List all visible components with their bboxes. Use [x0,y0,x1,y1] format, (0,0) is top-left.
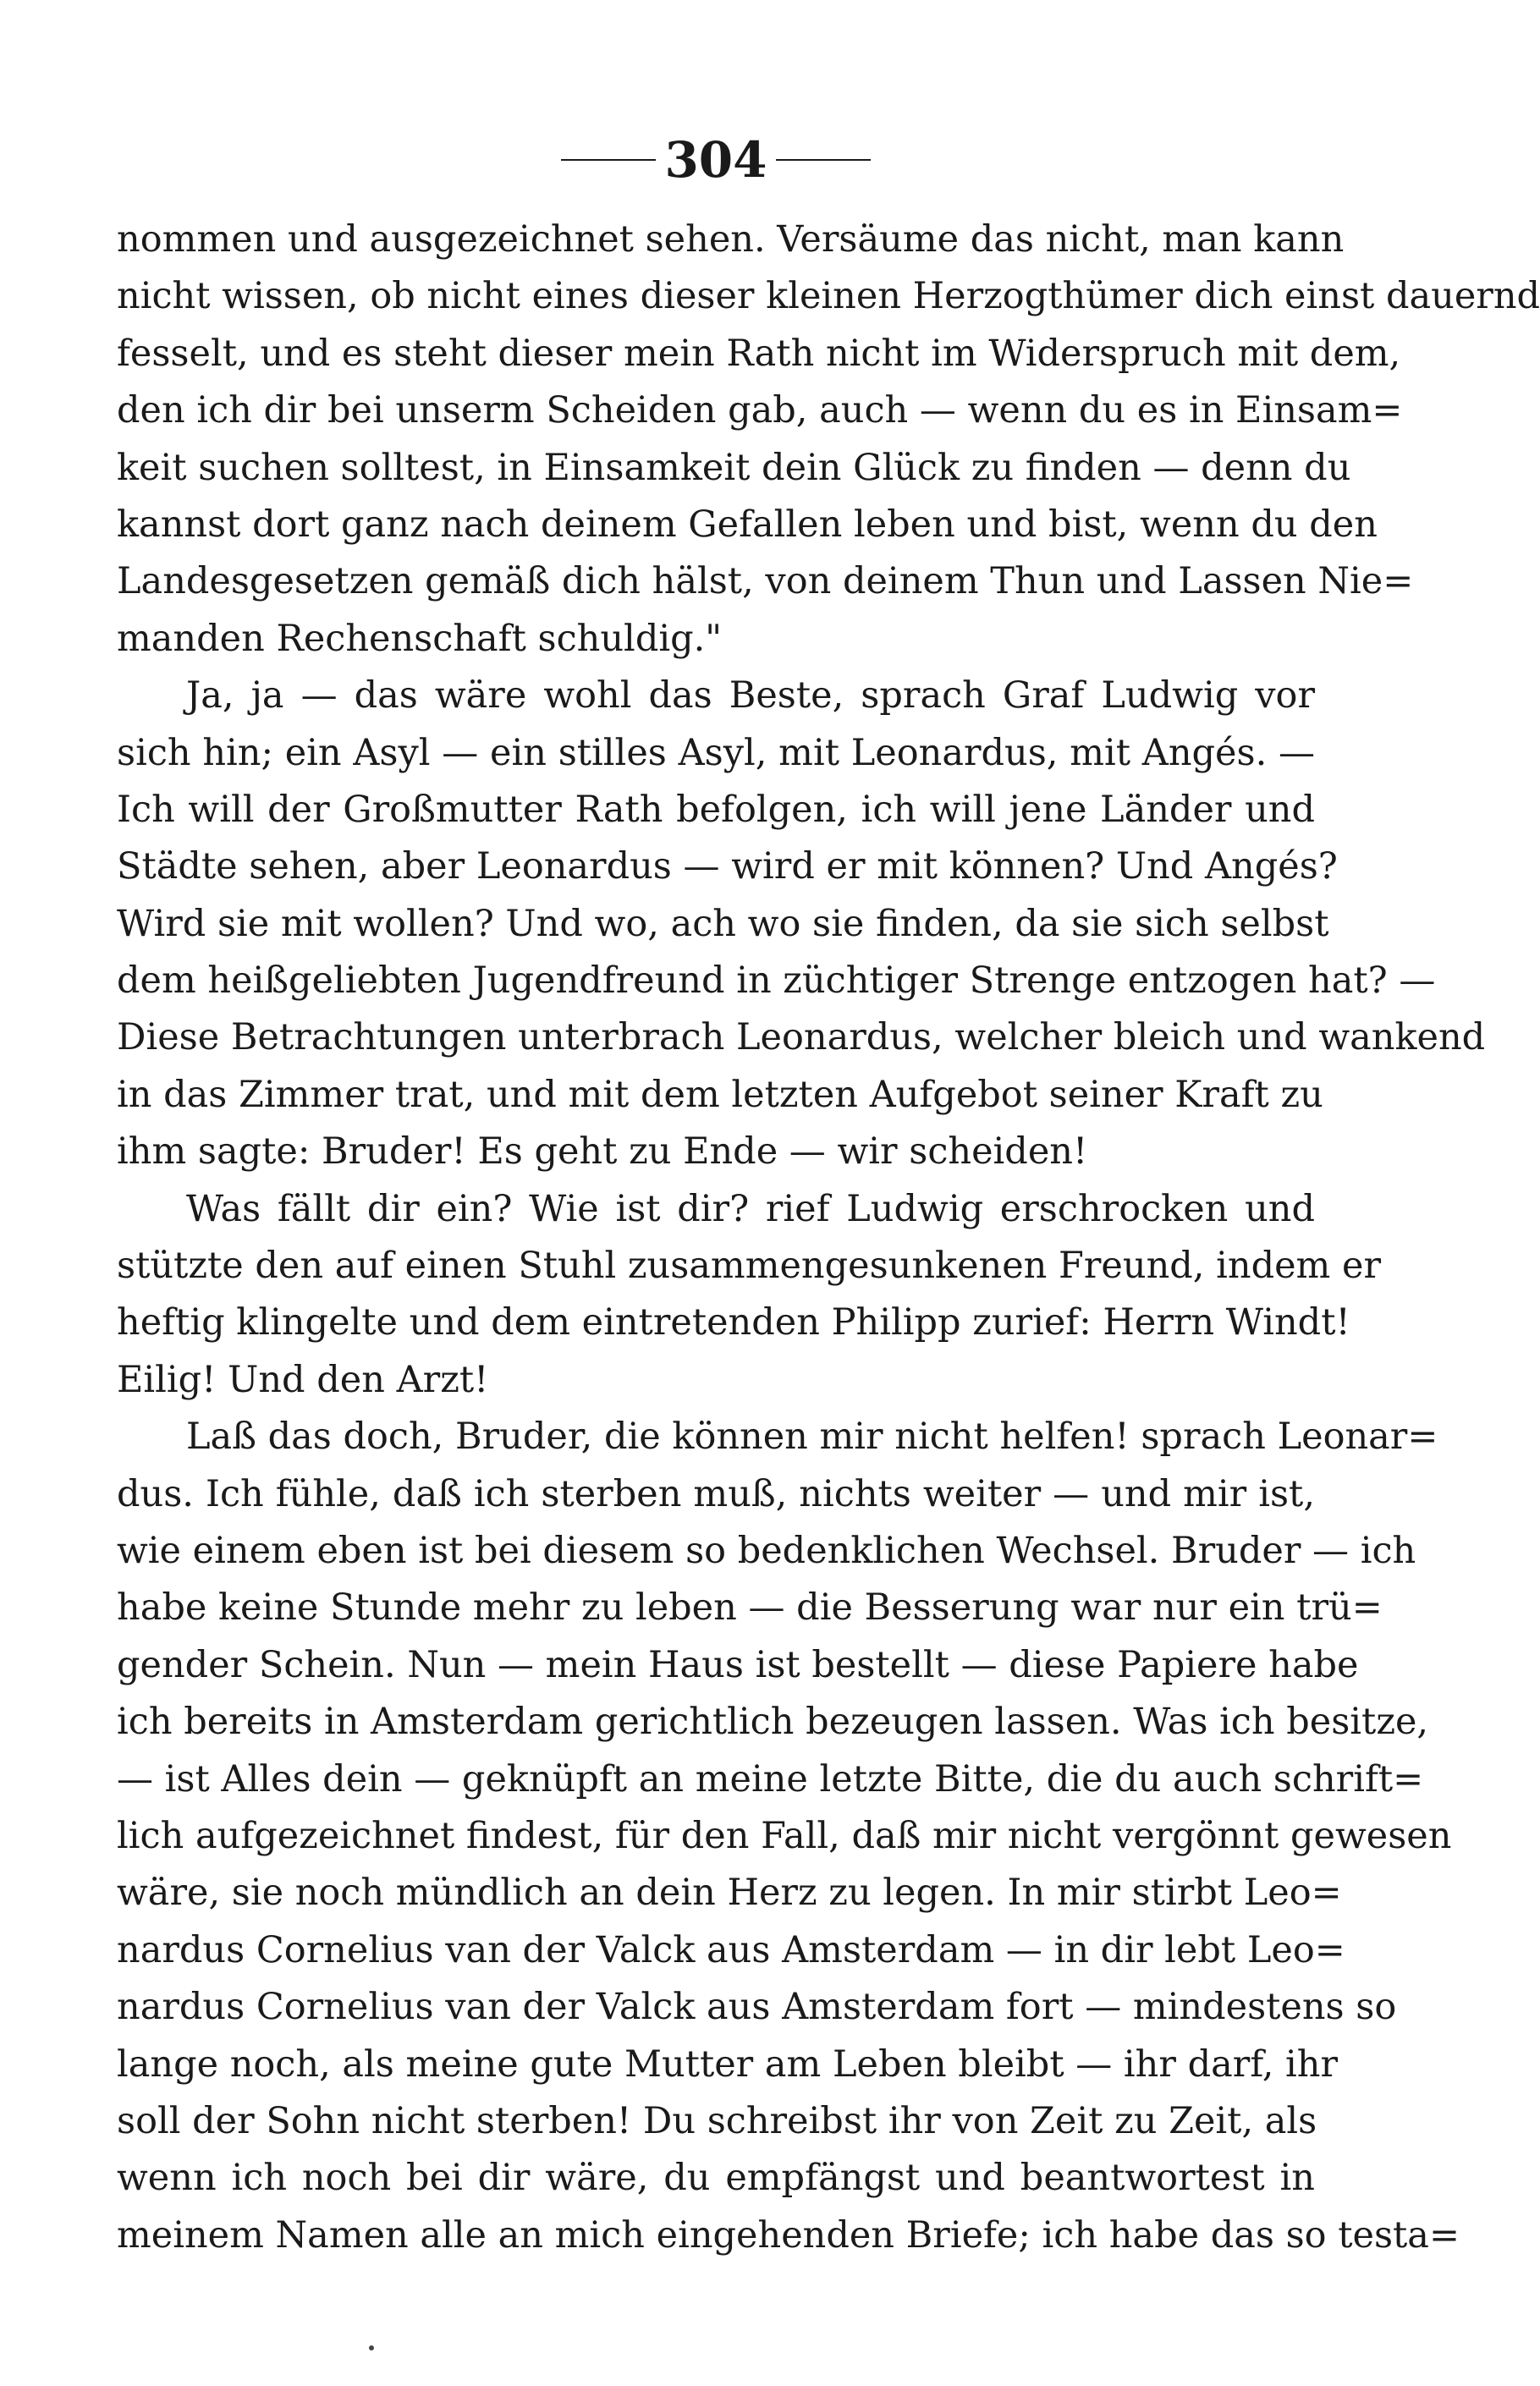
text-line: den ich dir bei unserm Scheiden gab, auch — wenn du es in Einsam= [117,389,1403,432]
text-line: Ja, ja — das wäre wohl das Beste, sprach Graf Ludwig vor [186,674,1315,717]
text-line: heftig klingelte und dem eintretenden Philipp zurief: Herrn Windt! [117,1301,1350,1344]
body-text [117,212,1540,2264]
text-line: nardus Cornelius van der Valck aus Amsterdam fort — mindestens so [117,1986,1397,2029]
text-line: kannst dort ganz nach deinem Gefallen leben und bist, wenn du den [117,503,1378,546]
text-line: Laß das doch, Bruder, die können mir nicht helfen! sprach Leonar= [186,1416,1438,1459]
text-line: fesselt, und es steht dieser mein Rath nicht im Widerspruch mit dem, [117,332,1401,375]
text-line: dus. Ich fühle, daß ich sterben muß, nichts weiter — und mir ist, [117,1472,1315,1515]
text-line: sich hin; ein Asyl — ein stilles Asyl, mit Leonardus, mit Angés. — [117,731,1315,774]
text-line: nommen und ausgezeichnet sehen. Versäume das nicht, man kann [117,218,1345,261]
text-line: Städte sehen, aber Leonardus — wird er mit können? Und Angés? [117,845,1338,888]
page-number: 304 [664,131,767,189]
text-line: Was fällt dir ein? Wie ist dir? rief Ludwig erschrocken und [186,1187,1315,1230]
text-line: ich bereits in Amsterdam gerichtlich bezeugen lassen. Was ich besitze, [117,1701,1429,1744]
text-line: gender Schein. Nun — mein Haus ist bestellt — diese Papiere habe [117,1643,1359,1686]
text-line: soll der Sohn nicht sterben! Du schreibst ihr von Zeit zu Zeit, als [117,2099,1317,2142]
text-line: keit suchen solltest, in Einsamkeit dein Glück zu finden — denn du [117,446,1351,489]
text-line: stützte den auf einen Stuhl zusammengesunkenen Freund, indem er [117,1245,1381,1288]
text-line: wie einem eben ist bei diesem so bedenklichen Wechsel. Bruder — ich [117,1529,1416,1572]
text-line: lange noch, als meine gute Mutter am Leben bleibt — ihr darf, ihr [117,2042,1339,2086]
text-line: Wird sie mit wollen? Und wo, ach wo sie finden, da sie sich selbst [117,902,1329,945]
page-header [117,127,1315,193]
text-line: manden Rechenschaft schuldig." [117,617,723,660]
text-line: nicht wissen, ob nicht eines dieser kleinen Herzogthümer dich einst dauernd [117,275,1540,318]
header-rule-left [561,159,656,161]
header-rule-right [776,159,871,161]
print-speck [369,2345,374,2350]
text-line: wäre, sie noch mündlich an dein Herz zu legen. In mir stirbt Leo= [117,1872,1342,1915]
text-line: habe keine Stunde mehr zu leben — die Besserung war nur ein trü= [117,1586,1383,1630]
text-line: lich aufgezeichnet findest, für den Fall, daß mir nicht vergönnt gewesen [117,1814,1452,1857]
text-line: — ist Alles dein — geknüpft an meine letzte Bitte, die du auch schrift= [117,1757,1424,1800]
text-line: Eilig! Und den Arzt! [117,1358,489,1401]
text-line: meinem Namen alle an mich eingehenden Briefe; ich habe das so testa= [117,2213,1460,2257]
text-line: Diese Betrachtungen unterbrach Leonardus, welcher bleich und wankend [117,1016,1486,1059]
text-line: Ich will der Großmutter Rath befolgen, ich will jene Länder und [117,788,1315,831]
text-line: nardus Cornelius van der Valck aus Amsterdam — in dir lebt Leo= [117,1928,1345,1971]
text-line: ihm sagte: Bruder! Es geht zu Ende — wir scheiden! [117,1130,1088,1174]
text-line: Landesgesetzen gemäß dich hälst, von deinem Thun und Lassen Nie= [117,560,1414,603]
text-line: dem heißgeliebten Jugendfreund in züchtiger Strenge entzogen hat? — [117,959,1436,1003]
text-line: in das Zimmer trat, und mit dem letzten Aufgebot seiner Kraft zu [117,1073,1323,1116]
text-line: wenn ich noch bei dir wäre, du empfängst und beantwortest in [117,2157,1315,2200]
